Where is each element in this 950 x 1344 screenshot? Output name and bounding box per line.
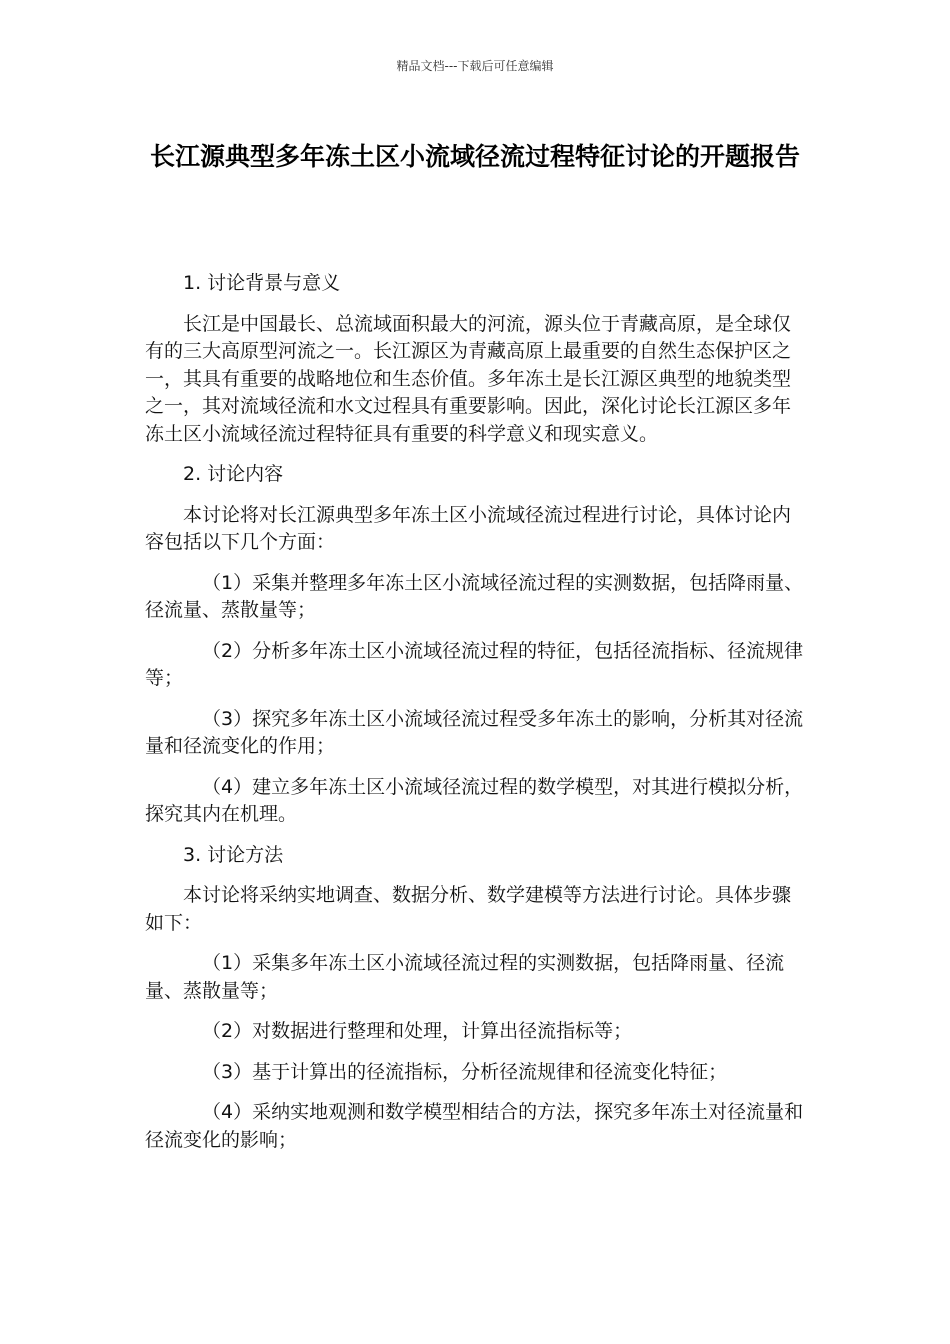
list-item: （3）基于计算出的径流指标，分析径流规律和径流变化特征； — [202, 1060, 728, 1083]
document-body — [145, 270, 808, 1167]
list-item: （2）对数据进行整理和处理，计算出径流指标等； — [202, 1020, 633, 1042]
list-item: （2）分析多年冻土区小流域径流过程的特征，包括径流指标、径流规律等； — [145, 639, 804, 689]
document-title: 长江源典型多年冻土区小流域径流过程特征讨论的开题报告 — [149, 142, 800, 171]
list-item: （4）建立多年冻土区小流域径流过程的数学模型，对其进行模拟分析，探究其内在机理。 — [145, 775, 804, 825]
section-paragraph-3: 本讨论将采纳实地调查、数据分析、数学建模等方法进行讨论。具体步骤如下： — [145, 884, 792, 934]
section-heading-1: 1. 讨论背景与意义 — [183, 272, 341, 294]
list-item: （4）采纳实地观测和数学模型相结合的方法，探究多年冻土对径流量和径流变化的影响； — [145, 1101, 804, 1151]
section-paragraph-2: 本讨论将对长江源典型多年冻土区小流域径流过程进行讨论，具体讨论内容包括以下几个方面： — [145, 503, 792, 553]
section-heading-2: 2. 讨论内容 — [183, 463, 284, 485]
list-item: （3）探究多年冻土区小流域径流过程受多年冻土的影响，分析其对径流量和径流变化的作用； — [145, 707, 804, 757]
section-heading-3: 3. 讨论方法 — [183, 843, 284, 866]
section-paragraph-1: 长江是中国最长、总流域面积最大的河流，源头位于青藏高原，是全球仅有的三大高原型河流之一。长江源区为青藏高原上最重要的自然生态保护区之一，其具有重要的战略地位和生态价值。多年冻土是长江源区典型的地貌类型之一，其对流域径流和水文过程具有重要影响。因此，深化讨论长江源区多年冻土区小流域径流过程特征具有重要的科学意义和现实意义。 — [145, 312, 792, 445]
list-item: （1）采集多年冻土区小流域径流过程的实测数据，包括降雨量、径流量、蒸散量等； — [145, 952, 785, 1002]
page-header: 精品文档---下载后可任意编辑 — [396, 59, 554, 73]
list-item: （1）采集并整理多年冻土区小流域径流过程的实测数据，包括降雨量、径流量、蒸散量等； — [145, 571, 804, 621]
